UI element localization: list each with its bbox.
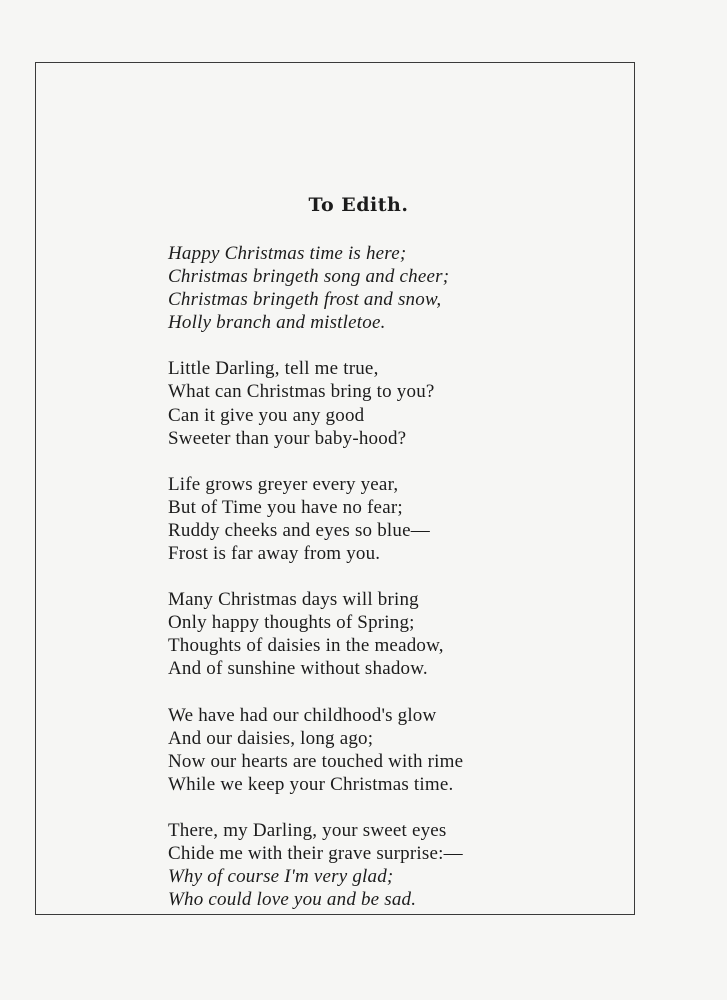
poem-line: Many Christmas days will bring	[168, 589, 419, 611]
poem-line: While we keep your Christmas time.	[168, 773, 454, 795]
stanza-6	[168, 819, 608, 911]
stanza-5	[168, 704, 608, 796]
poem-line: And our daisies, long ago;	[168, 727, 374, 749]
poem-line: Can it give you any good	[168, 404, 365, 426]
stanza-4	[168, 588, 608, 680]
poem-line: Christmas bringeth frost and snow,	[168, 289, 442, 311]
poem-title: To Edith.	[308, 194, 409, 216]
stanza-1	[168, 242, 608, 334]
poem-line: What can Christmas bring to you?	[168, 381, 435, 403]
poem-body	[168, 242, 608, 934]
poem-line: We have had our childhood's glow	[168, 704, 437, 726]
poem-line: Chide me with their grave surprise:—	[168, 842, 463, 864]
poem-line: And of sunshine without shadow.	[168, 658, 428, 680]
poem-line: But of Time you have no fear;	[168, 496, 403, 518]
poem-line: Holly branch and mistletoe.	[168, 312, 386, 334]
poem-line: Christmas bringeth song and cheer;	[168, 266, 450, 288]
poem-line: Who could love you and be sad.	[168, 889, 417, 911]
poem-line: There, my Darling, your sweet eyes	[168, 819, 447, 841]
poem-line: Now our hearts are touched with rime	[168, 750, 464, 772]
poem-line: Happy Christmas time is here;	[168, 243, 407, 264]
stanza-3	[168, 473, 608, 565]
poem-line: Thoughts of daisies in the meadow,	[168, 635, 444, 657]
poem-line: Little Darling, tell me true,	[168, 358, 379, 380]
poem-line: Frost is far away from you.	[168, 543, 381, 565]
poem-line: Only happy thoughts of Spring;	[168, 612, 415, 634]
poem-line: Life grows greyer every year,	[168, 473, 399, 495]
stanza-2	[168, 357, 608, 449]
poem-line: Why of course I'm very glad;	[168, 866, 394, 888]
poem-line: Sweeter than your baby-hood?	[168, 427, 407, 449]
poem-line: Ruddy cheeks and eyes so blue—	[168, 519, 430, 541]
